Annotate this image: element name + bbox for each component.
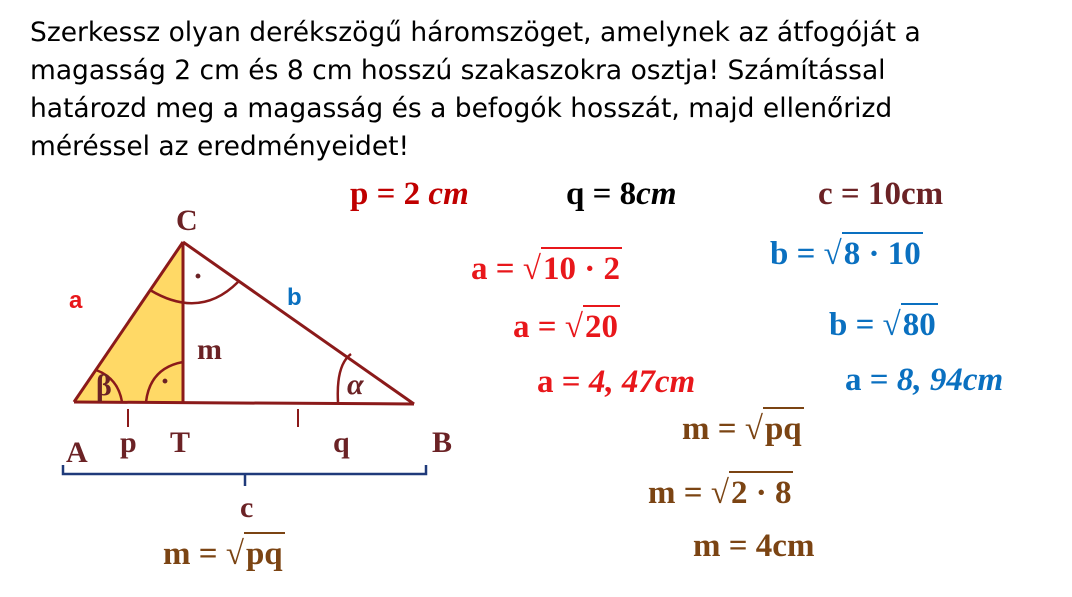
diagram-formula-m-eq: = (190, 536, 226, 572)
calc-a-line2 (513, 311, 620, 344)
calc-m-line2-eq: = (675, 475, 711, 511)
calc-b-line3-unit: cm (962, 362, 1004, 398)
calc-m-line1-eq: = (709, 411, 745, 447)
calc-m-line1 (682, 413, 804, 446)
calc-a-line1-eq: = (487, 251, 523, 287)
calc-b-line2-eq: = (847, 307, 883, 343)
calc-b-line1-radical: √ (823, 236, 842, 272)
calc-m-line2 (648, 477, 793, 510)
given-p (350, 178, 469, 211)
diagram-formula-m-lhs: m (163, 536, 191, 572)
calc-b-line3-lhs: a (845, 362, 862, 398)
calc-m-line2-arg: 2 · 8 (729, 471, 794, 511)
given-q-eq: = (584, 176, 620, 212)
angle-beta-label: β (96, 369, 112, 402)
angle-alpha-label: α (347, 368, 364, 401)
calc-m-line1-lhs: m (682, 411, 710, 447)
calc-a-line1-radical: √ (522, 251, 541, 287)
given-p-eq: = (368, 176, 404, 212)
calc-a-line2-eq: = (529, 309, 565, 345)
calc-m-line1-radical: √ (744, 411, 763, 447)
segment-q-label: q (333, 426, 350, 459)
given-p-num: 2 (403, 176, 429, 212)
calc-b-line1-arg: 8 · 10 (842, 232, 923, 272)
calc-a-line1-arg: 10 · 2 (541, 247, 622, 287)
calc-b-line2-arg: 80 (901, 303, 938, 343)
given-c: c = 10cm (818, 176, 944, 212)
calc-a-line3-eq: = (553, 364, 589, 400)
calc-m-line3: m = 4cm (693, 528, 815, 564)
problem-statement: Szerkessz olyan derékszögű háromszöget, amelynek az átfogóját a magasság 2 cm és 8 cm hosszú szakaszokra osztja! Számítással határozd meg a magasság és a befogók hosszát, majd ellenőrizd méréssel az eredményeidet! (30, 17, 921, 162)
calc-b-line2-radical: √ (882, 307, 901, 343)
calc-a-line3-unit: cm (654, 364, 696, 400)
given-q-lhs: q (566, 176, 585, 212)
side-b-label: b (287, 284, 302, 311)
calc-a-line1 (471, 253, 622, 286)
calc-a-line3-lhs: a (537, 364, 554, 400)
foot-T-label: T (170, 426, 191, 459)
given-p-lhs: p (350, 176, 369, 212)
side-b-line (183, 242, 414, 404)
right-angle-dot-C: · (193, 260, 204, 293)
vertex-B-label: B (432, 426, 453, 459)
right-angle-dot-T: · (160, 365, 171, 398)
calc-a-line2-lhs: a (513, 309, 530, 345)
calc-b-line2-lhs: b (829, 307, 848, 343)
calc-b-line3 (845, 364, 1003, 397)
diagram-formula-m-arg: pq (244, 532, 285, 572)
calc-m-line2-lhs: m (648, 475, 676, 511)
given-q (566, 178, 677, 211)
calc-b-line1-lhs: b (770, 236, 789, 272)
calc-a-line2-radical: √ (564, 309, 583, 345)
calc-m-line1-arg: pq (763, 407, 804, 447)
vertex-A-label: A (66, 436, 88, 469)
calc-b-line1 (770, 238, 923, 271)
calc-a-line3 (537, 366, 695, 399)
side-a-label: a (69, 287, 83, 314)
calc-b-line3-eq: = (861, 362, 897, 398)
given-q-unit: cm (636, 176, 677, 212)
calc-a-line3-val: 4, 47 (588, 364, 655, 400)
given-p-unit: cm (428, 176, 469, 212)
vertex-C-label: C (176, 204, 198, 237)
calc-b-line1-eq: = (788, 236, 824, 272)
calc-b-line3-val: 8, 94 (896, 362, 963, 398)
segment-p-label: p (120, 426, 137, 459)
calc-a-line1-lhs: a (471, 251, 488, 287)
hypotenuse-brace (63, 465, 426, 474)
calc-b-line2 (829, 309, 938, 342)
hyp-c-label: c (240, 491, 254, 524)
hypotenuse-line (74, 402, 414, 404)
height-m-label: m (197, 333, 222, 366)
calc-a-line2-arg: 20 (583, 305, 620, 345)
calc-m-line2-radical: √ (710, 475, 729, 511)
given-q-num: 8 (619, 176, 637, 212)
diagram-formula-m-radical: √ (225, 536, 244, 572)
diagram-formula-m (163, 538, 285, 571)
